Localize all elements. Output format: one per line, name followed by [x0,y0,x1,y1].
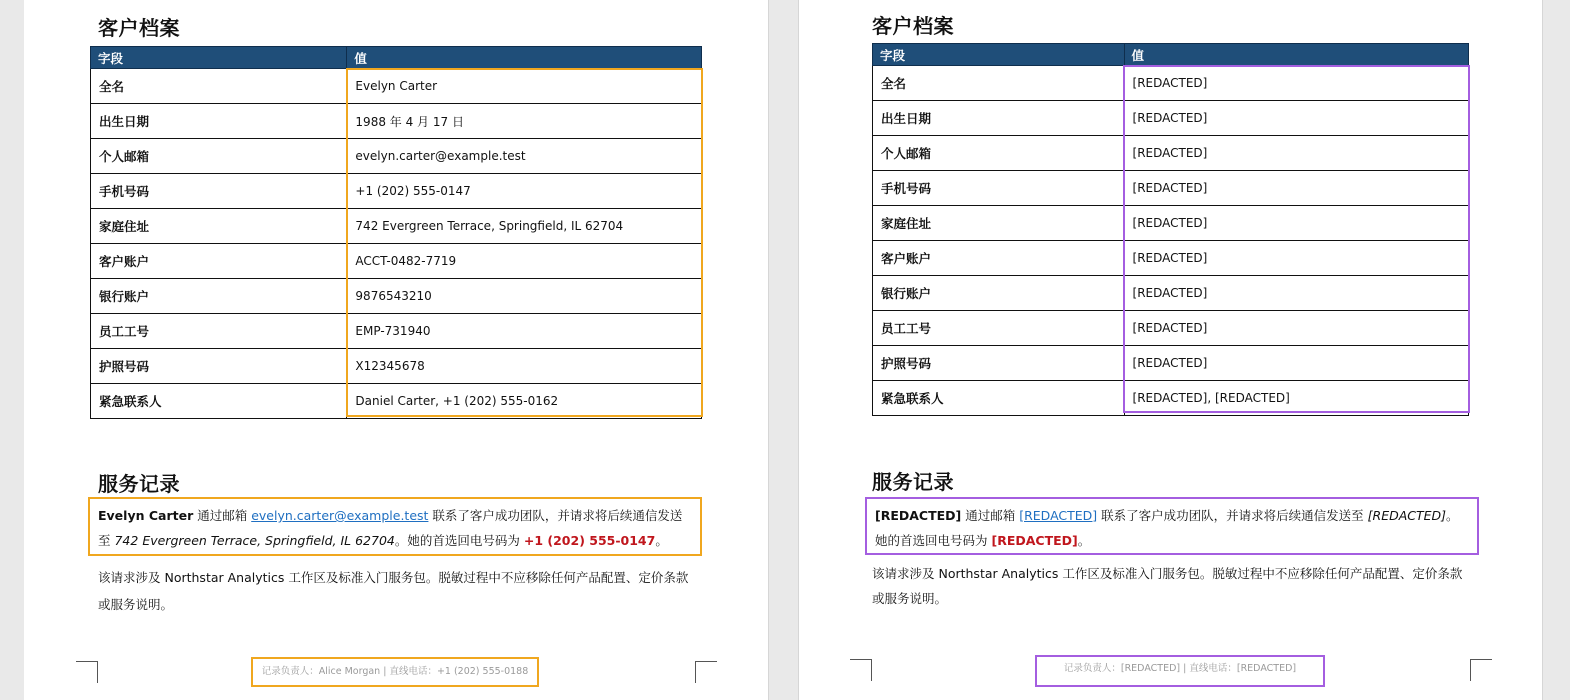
record-address: 742 Evergreen Terrace, Springfield, IL 62704 [114,533,395,548]
page-footer: 记录负责人：Alice Morgan | 直线电话：+1 (202) 555-0188 [251,657,539,687]
table-header-row [91,47,702,69]
table-row [873,311,1469,346]
field-account: 客户账户 [873,241,1125,276]
field-birthdate: 出生日期 [91,104,347,139]
record-text: 联系了客户成功团队，并请求将后续通信发送至 [1097,508,1368,523]
table-row [873,346,1469,381]
field-value: [REDACTED] [1124,101,1468,136]
service-note-paragraph: 该请求涉及 Northstar Analytics 工作区及标准入门服务包。脱敏过程中不应移除任何产品配置、定价条款或服务说明。 [98,570,689,612]
field-passport: 护照号码 [873,346,1125,381]
header-field: 字段 [873,44,1125,66]
field-value: Daniel Carter, +1 (202) 555-0162 [347,384,702,419]
table-row [873,66,1469,101]
customer-profile-table [872,43,1469,416]
table-row [91,104,702,139]
field-value: [REDACTED] [1124,206,1468,241]
field-passport: 护照号码 [91,349,347,384]
table-row [873,381,1469,416]
field-employee-id: 员工工号 [873,311,1125,346]
field-value: 9876543210 [347,279,702,314]
record-text: 。她的首选回电号码为 [875,508,1459,548]
field-phone: 手机号码 [91,174,347,209]
field-value: 1988 年 4 月 17 日 [347,104,702,139]
field-value: EMP-731940 [347,314,702,349]
field-value: [REDACTED] [1124,241,1468,276]
record-text: 联系了客户成功团队，并请求将后续通信发送至 [98,508,683,548]
table-row [91,174,702,209]
crop-mark-right [695,661,717,683]
table-row [873,241,1469,276]
table-row [873,206,1469,241]
table-row [873,171,1469,206]
field-value: +1 (202) 555-0147 [347,174,702,209]
field-value: [REDACTED] [1124,136,1468,171]
field-email: 个人邮箱 [873,136,1125,171]
table-row [91,209,702,244]
field-account: 客户账户 [91,244,347,279]
field-employee-id: 员工工号 [91,314,347,349]
record-phone: +1 (202) 555-0147 [523,533,656,548]
field-bank: 银行账户 [873,276,1125,311]
record-text: 通过邮箱 [961,508,1020,523]
record-text: 。 [1077,533,1091,548]
field-value: ACCT-0482-7719 [347,244,702,279]
field-value: [REDACTED] [1124,346,1468,381]
field-value: [REDACTED] [1124,276,1468,311]
field-bank: 银行账户 [91,279,347,314]
field-emergency: 紧急联系人 [91,384,347,419]
table-row [873,136,1469,171]
table-row [91,244,702,279]
field-address: 家庭住址 [873,206,1125,241]
header-value: 值 [1124,44,1468,66]
field-email: 个人邮箱 [91,139,347,174]
field-value: X12345678 [347,349,702,384]
field-value: [REDACTED] [1124,66,1468,101]
record-name: Evelyn Carter [98,508,194,523]
field-value: [REDACTED] [1124,171,1468,206]
record-name: [REDACTED] [875,508,962,523]
record-address: [REDACTED] [1367,508,1447,523]
field-value: evelyn.carter@example.test [347,139,702,174]
redacted-document-page [798,0,1543,700]
table-row [91,349,702,384]
crop-mark-left [850,659,872,681]
field-emergency: 紧急联系人 [873,381,1125,416]
customer-profile-table [90,46,702,419]
header-value: 值 [347,47,702,69]
record-email-link[interactable]: evelyn.carter@example.test [251,508,429,523]
table-row [91,69,702,104]
table-row [91,384,702,419]
table-row [873,101,1469,136]
field-phone: 手机号码 [873,171,1125,206]
service-note-paragraph: 该请求涉及 Northstar Analytics 工作区及标准入门服务包。脱敏过程中不应移除任何产品配置、定价条款或服务说明。 [872,566,1463,606]
service-heading: 服务记录 [98,472,180,496]
table-row [91,314,702,349]
service-heading: 服务记录 [872,470,954,494]
field-name: 全名 [91,69,347,104]
service-record-paragraph [865,497,1479,555]
original-document-page [24,0,769,700]
table-row [873,276,1469,311]
record-text: 。她的首选回电号码为 [394,533,524,548]
field-birthdate: 出生日期 [873,101,1125,136]
field-value: [REDACTED] [1124,311,1468,346]
record-phone: [REDACTED] [991,533,1078,548]
field-name: 全名 [873,66,1125,101]
page-footer: 记录负责人：[REDACTED] | 直线电话：[REDACTED] [1035,655,1325,687]
record-text: 通过邮箱 [193,508,252,523]
field-value: 742 Evergreen Terrace, Springfield, IL 62704 [347,209,702,244]
profile-heading: 客户档案 [872,14,954,38]
table-row [91,139,702,174]
service-record-paragraph [88,497,702,556]
field-address: 家庭住址 [91,209,347,244]
profile-heading: 客户档案 [98,16,180,40]
table-header-row [873,44,1469,66]
field-value: Evelyn Carter [347,69,702,104]
field-value: [REDACTED], [REDACTED] [1124,381,1468,416]
record-email-link[interactable]: [REDACTED] [1019,508,1098,523]
record-text: 。 [655,533,668,548]
crop-mark-right [1470,659,1492,681]
table-row [91,279,702,314]
header-field: 字段 [91,47,347,69]
crop-mark-left [76,661,98,683]
